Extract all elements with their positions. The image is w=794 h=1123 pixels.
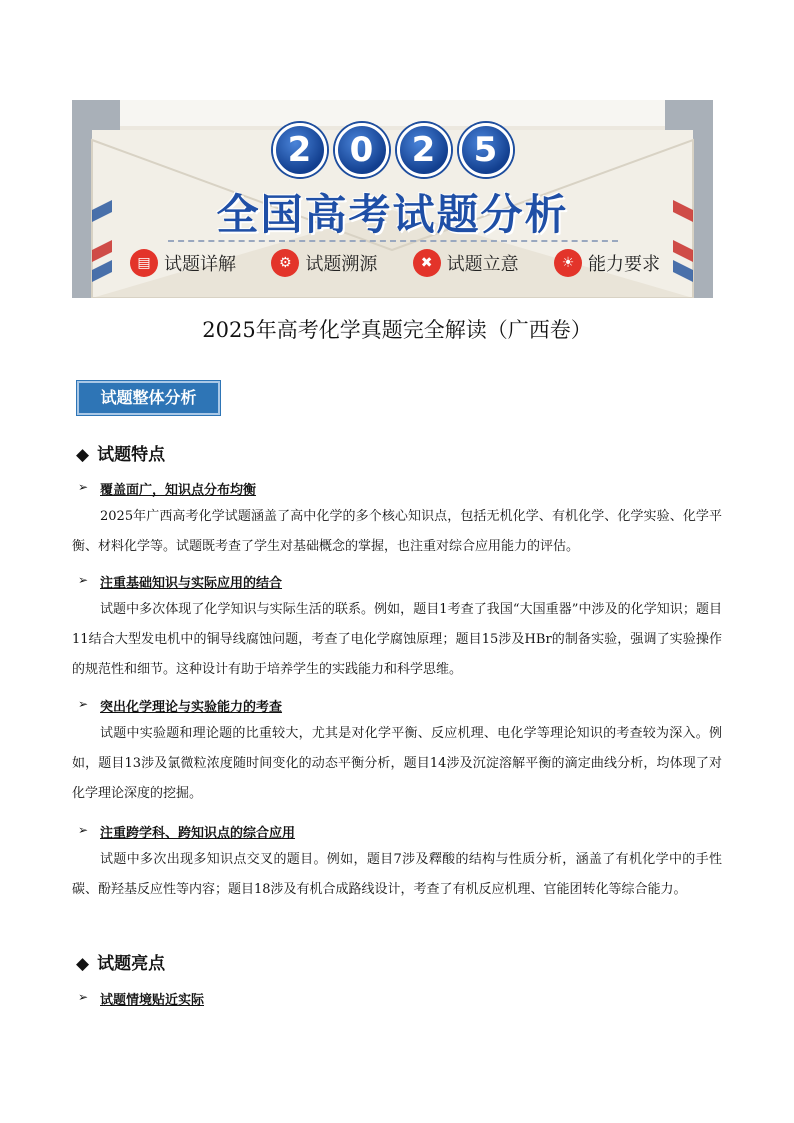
paragraph-text: 试题中实验题和理论题的比重较大，尤其是对化学平衡、反应机理、电化学等理论知识的考查较为深入。例如，题目13涉及氯微粒浓度随时间变化的动态平衡分析，题目14涉及沉淀溶解平衡的滴定曲线分析，均体现了对化学理论深度的挖掘。 <box>72 726 722 801</box>
section-label: 试题整体分析 <box>77 381 220 415</box>
feature-item <box>271 249 377 277</box>
heading-highlights <box>76 949 165 974</box>
item-title: 试题情境贴近实际 <box>100 993 205 1008</box>
header-banner <box>72 100 713 298</box>
feature-label: 试题溯源 <box>305 254 378 275</box>
feature-item <box>130 249 236 277</box>
heading-text: 试题特点 <box>97 445 166 465</box>
diamond-bullet-icon: ◆ <box>76 445 90 465</box>
year-badges <box>72 123 713 179</box>
feature-label: 能力要求 <box>587 254 660 275</box>
item-title: 突出化学理论与实验能力的考查 <box>100 700 283 715</box>
item-paragraph <box>72 719 722 809</box>
paragraph-text: 试题中多次出现多知识点交叉的题目。例如，题目7涉及釋酸的结构与性质分析，涵盖了有机化学中的手性碳、酚羟基反应性等内容；题目18涉及有机合成路线设计，考查了有机反应机理、官能团转化等综合能力。 <box>72 852 722 897</box>
heading-features <box>76 440 165 465</box>
year-digit: 0 <box>335 123 389 177</box>
item-title: 覆盖面广，知识点分布均衡 <box>100 483 257 498</box>
year-digit: 2 <box>397 123 451 177</box>
item-paragraph <box>72 845 722 905</box>
item-paragraph <box>72 595 722 685</box>
gear-icon: ⚙ <box>271 249 299 277</box>
item-paragraph <box>72 502 722 562</box>
item-title: 注重跨学科、跨知识点的综合应用 <box>100 826 296 841</box>
tools-icon: ✖ <box>413 249 441 277</box>
feature-item <box>413 249 519 277</box>
item-title: 注重基础知识与实际应用的结合 <box>100 576 283 591</box>
lightbulb-icon: ☀ <box>554 249 582 277</box>
feature-item <box>554 249 660 277</box>
heading-text: 试题亮点 <box>97 954 166 974</box>
arrow-bullet-icon: ➢ <box>78 990 89 1004</box>
arrow-bullet-icon: ➢ <box>78 697 89 711</box>
paragraph-text: 试题中多次体现了化学知识与实际生活的联系。例如，题目1考查了我国“大国重器”中涉及的化学知识；题目11结合大型发电机中的铜导线腐蚀问题，考查了电化学腐蚀原理；题目15涉及HBr的制备实验，强调了实验操作的规范性和细节。这种设计有助于培养学生的实践能力和科学思维。 <box>72 602 722 677</box>
arrow-bullet-icon: ➢ <box>78 480 89 494</box>
feature-label: 试题详解 <box>164 254 236 275</box>
document-icon: ▤ <box>130 249 158 277</box>
arrow-bullet-icon: ➢ <box>78 573 89 587</box>
banner-divider <box>168 240 618 242</box>
diamond-bullet-icon: ◆ <box>76 954 90 974</box>
feature-row <box>130 246 660 280</box>
paragraph-text: 2025年广西高考化学试题涵盖了高中化学的多个核心知识点，包括无机化学、有机化学、化学实验、化学平衡、材料化学等。试题既考查了学生对基础概念的掌握，也注重对综合应用能力的评估。 <box>72 509 722 554</box>
year-digit: 2 <box>273 123 327 177</box>
document-title: 2025年高考化学真题完全解读（广西卷） <box>202 318 592 342</box>
feature-label: 试题立意 <box>446 254 519 275</box>
year-digit: 5 <box>459 123 513 177</box>
arrow-bullet-icon: ➢ <box>78 823 89 837</box>
banner-title: 全国高考试题分析 <box>216 190 569 239</box>
